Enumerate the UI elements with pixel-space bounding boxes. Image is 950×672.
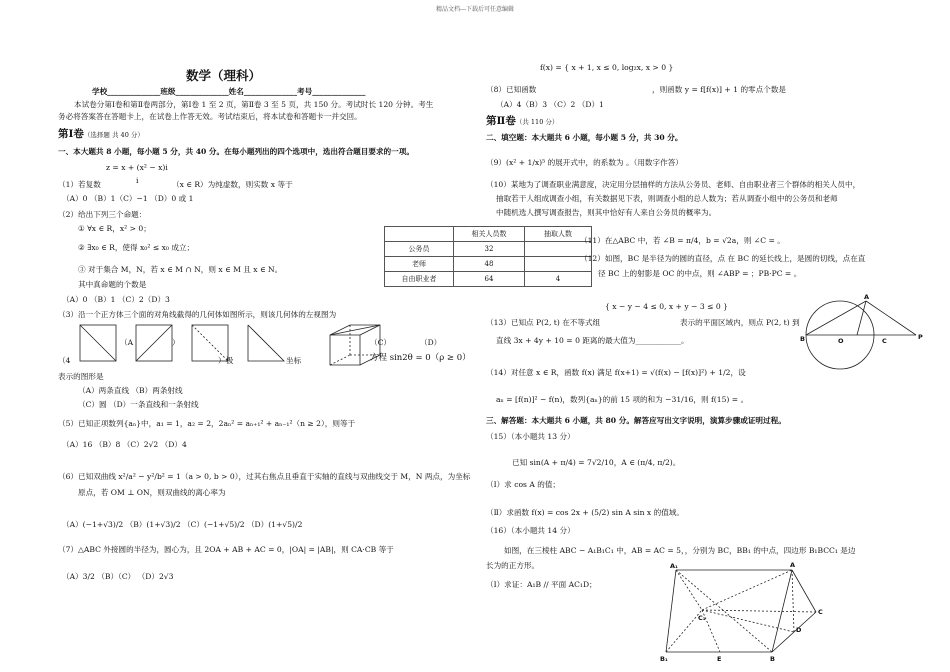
q16-edge-a1b (676, 570, 772, 652)
q16-label-c: C (818, 608, 823, 616)
q8-options: （A）4（B）3 （C）2 （D）1 (496, 100, 604, 109)
section1-heading: 一、本大题共 8 小题，每小题 5 分，共 40 分。在每小题列出的四个选项中，选出符合题目要求的一项。 (58, 147, 414, 156)
q15-given: 已知 sin(A + π/4) = 7√2/10，A ∈ (π/4, π/2)。 (512, 458, 681, 467)
part2-title: 第Ⅱ卷 (486, 115, 516, 127)
section3-heading: 三、解答题：本大题共 6 小题，共 80 分。解答应写出文字说明，演算步骤或证明过程。 (486, 416, 786, 425)
q5-text: （5）已知正项数列{aₙ}中，a₁ = 1，a₂ = 2，2aₙ² = aₙ₊₁² + aₙ₋₁²（n ≥ 2），则等于 (58, 419, 356, 428)
q2-options: （A）0 （B）1 （C）2（D）3 (62, 295, 170, 304)
q4-number: （4 (58, 356, 71, 365)
q16-edge-c1d (702, 610, 794, 632)
intro-line-2: 务必将答案答在答题卡上，在试卷上作答无效。考试结束后，将本试卷和答题卡一并交回。 (58, 112, 362, 121)
q13-text: （13）已知点 P(2, t) 在不等式组 (486, 318, 601, 327)
q4-options-ab: （A）两条直线 （B）两条射线 (78, 386, 183, 395)
q16-edge-b1c1 (666, 610, 702, 652)
q16-figure (660, 562, 840, 666)
part2-subtitle: （共 110 分） (515, 118, 559, 126)
q3-text: （3）沿一个正方体三个面的对角线截得的几何体如图所示，则该几何体的左视图为 (58, 310, 337, 319)
part1-title: 第Ⅰ卷 (58, 128, 84, 140)
q12-label-c: C (882, 337, 887, 345)
table-row (385, 242, 592, 257)
q1-options: （A）0 （B）1（C）−1 （D）0 或 1 (62, 194, 194, 203)
table-header-row (385, 227, 592, 242)
table-header-cell: 相关人员数 (454, 227, 525, 242)
q16-edge-ad (792, 570, 794, 632)
table-row (385, 257, 592, 272)
q3-solid-hidden-1 (330, 355, 350, 365)
q3-solid-edge-2 (360, 325, 380, 335)
q12-label-o: O (838, 337, 844, 345)
q3-solid-diagonal (330, 325, 380, 335)
q3-figure-d-triangle (248, 325, 284, 361)
q16-line-2: 长为的正方形。 (486, 561, 540, 570)
q14-line-2: aₙ = [f(n)]² − f(n)，数列{aₙ}的前 15 项的和为 −31/16，则 f(15) = 。 (496, 395, 749, 404)
q8-text: （8）已知函数 (486, 85, 537, 94)
part2-heading (486, 115, 558, 128)
q2-statement-3: ③ 对于集合 M，N，若 x ∈ M ∩ N，则 x ∈ M 且 x ∈ N。 (78, 265, 283, 274)
q3-label-c: （C） (370, 338, 391, 347)
q4-ji: ）极 (218, 356, 234, 365)
q10-line-3: 中随机选人撰写调查报告，则其中恰好有人来自公务员的概率为。 (496, 208, 717, 217)
table-cell: 4 (525, 272, 592, 287)
q6-text: （6）已知双曲线 x²/a² − y²/b² = 1（a > 0, b > 0），过其右焦点且垂直于实轴的直线与双曲线交于 M，N 两点，为坐标 (58, 472, 471, 481)
page-header: 精品文档---下载后可任意编辑 (435, 6, 515, 13)
q1-denominator: i (136, 176, 139, 185)
q16-label-b: B (770, 655, 775, 663)
q1-condition: （x ∈ R）为纯虚数，则实数 x 等于 (172, 180, 293, 189)
survey-table (384, 226, 592, 287)
q16-edge-a1c1 (676, 570, 702, 610)
q2-statement-2: ② ∃x₀ ∈ R，使得 x₀² ≤ x₀ 成立； (78, 243, 195, 252)
q16-heading: （16）（本小题共 14 分） (486, 526, 575, 535)
q6-options: （A）(−1+√3)/2 （B）(1+√3)/2 （C）(−1+√5)/2 （D）(1+√5)/2 (62, 520, 303, 529)
q5-options: （A）16 （B）8 （C）2√2 （D）4 (62, 440, 187, 449)
table-cell: 48 (454, 257, 525, 272)
q10-line-2: 抽取若干人组成调查小组，有关数据见下表，则调查小组的总人数为；若从调查小组中的公务员和老师 (496, 194, 838, 203)
q3-label-a: （A (120, 338, 134, 347)
q16-label-b1: B₁ (660, 655, 668, 663)
q10-line-1: （10）某地为了调查职业满意度，决定用分层抽样的方法从公务员、老师、自由职业者三个群体的相关人员中， (486, 180, 861, 189)
q13-line-2: 直线 3x + 4y + 10 = 0 距离的最大值为____________。 (496, 336, 689, 345)
q16-line-1: 如图，在三棱柱 ABC − A₁B₁C₁ 中，AB = AC = 5，，分别为 BC，BB₁ 的中点，四边形 B₁BCC₁ 是边 (504, 546, 856, 555)
q4-options-cd: （C）圆 （D）一条直线和一条射线 (78, 400, 199, 409)
q16-label-d: D (796, 626, 802, 634)
q14-line-1: （14）对任意 x ∈ R，函数 f(x) 满足 f(x+1) = √(f(x) − [f(x)]²) + 1/2，设 (486, 368, 746, 377)
q7-text: （7）△ABC 外接圆的半径为，圆心为，且 2OA + AB + AC = 0，|OA| = |AB|，则 CA·CB 等于 (58, 545, 394, 554)
q1-formula: z = x + (x² − x)i (106, 163, 168, 172)
q4-zuobiao: 坐标 (286, 356, 302, 365)
q12-line-2: 径 BC 上的射影是 OC 的中点，则 ∠ABP = ；PB·PC = 。 (598, 269, 802, 278)
q8-piecewise: f(x) = { x + 1, x ≤ 0, log₂x, x > 0 } (540, 63, 674, 72)
table-header-cell (385, 227, 454, 242)
q16-label-a: A (790, 561, 796, 569)
table-cell: 64 (454, 272, 525, 287)
q16-part-1: （Ⅰ）求证：A₁B // 平面 AC₁D； (486, 580, 597, 589)
q13-text-2: 表示的平面区域内，则点 P(2, t) 到 (680, 318, 800, 327)
q12-label-p: P (918, 333, 923, 341)
q16-edge-c1c (702, 610, 816, 612)
table-row (385, 272, 592, 287)
q2-question: 其中真命题的个数是 (78, 280, 147, 289)
q4-equation: 方程 sin2θ = 0（ρ ≥ 0） (370, 353, 471, 363)
q13-system: { x − y − 4 ≤ 0, x + y − 3 ≤ 0 } (605, 302, 728, 311)
q12-chord-ba (806, 301, 866, 335)
table-header-cell: 抽取人数 (525, 227, 592, 242)
q3-label-d: （D） (420, 338, 442, 347)
exam-title: 数学（理科） (186, 68, 262, 83)
q1-text: （1）若复数 (58, 180, 101, 189)
q16-edge-ac (792, 570, 816, 612)
q4-text: 表示的图形是 (58, 372, 104, 381)
section2-heading: 二、填空题：本大题共 6 小题，每小题 5 分，共 30 分。 (486, 133, 683, 142)
table-cell: 32 (454, 242, 525, 257)
q15-heading: （15）（本小题共 13 分） (486, 432, 575, 441)
part1-heading (58, 128, 144, 141)
q3-figure-a-diagonal (80, 325, 116, 361)
info-line: 学校______________班级______________姓名______________考号______________ (92, 87, 366, 96)
q16-label-e: E (717, 655, 722, 663)
table-cell: 公务员 (385, 242, 454, 257)
q16-label-a1: A₁ (670, 562, 678, 570)
q15-part-2: （Ⅱ）求函数 f(x) = cos 2x + (5/2) sin A sin x 的值域。 (486, 508, 684, 517)
q16-edge-a1b1 (666, 570, 676, 652)
q2-text: （2）给出下列三个命题： (58, 210, 147, 219)
q11-text: （11）在△ABC 中，若 ∠B = π/4，b = √2a，则 ∠C = 。 (580, 236, 785, 245)
q12-figure (800, 293, 923, 355)
table-cell: 老师 (385, 257, 454, 272)
q16-label-c1: C₁ (698, 614, 706, 622)
q2-statement-1: ① ∀x ∈ R，x² > 0； (78, 224, 151, 233)
q16-edge-bc (772, 612, 816, 652)
q9-text: （9）(x² + 1/x)⁵ 的展开式中，的系数为 。（用数字作答） (486, 158, 683, 167)
q3-label-b: ） (172, 338, 180, 347)
table-cell: 自由职业者 (385, 272, 454, 287)
q15-part-1: （Ⅰ）求 cos A 的值； (486, 480, 561, 489)
q7-options: （A）3/2 （B）（C） （D）2√3 (62, 572, 174, 581)
q12-line-1: （12）如图，BC 是半径为的圆的直径，点 在 BC 的延长线上，是圆的切线，点在直 (580, 254, 866, 263)
q12-label-a: A (864, 293, 870, 301)
q6-text-2: 原点，若 OM ⊥ ON，则双曲线的离心率为 (78, 488, 226, 497)
part1-subtitle: （选择题 共 40 分） (83, 131, 144, 139)
intro-line-1: 本试卷分第Ⅰ卷和第Ⅱ卷两部分，第Ⅰ卷 1 至 2 页，第Ⅱ卷 3 至 5 页，共 150 分。考试时长 120 分钟。考生 (74, 100, 434, 109)
q3-figure-b-diagonal (136, 325, 172, 361)
q12-label-b: B (800, 335, 805, 343)
q8-text-2: ，则函数 y = f[f(x)] + 1 的零点个数是 (652, 85, 787, 94)
